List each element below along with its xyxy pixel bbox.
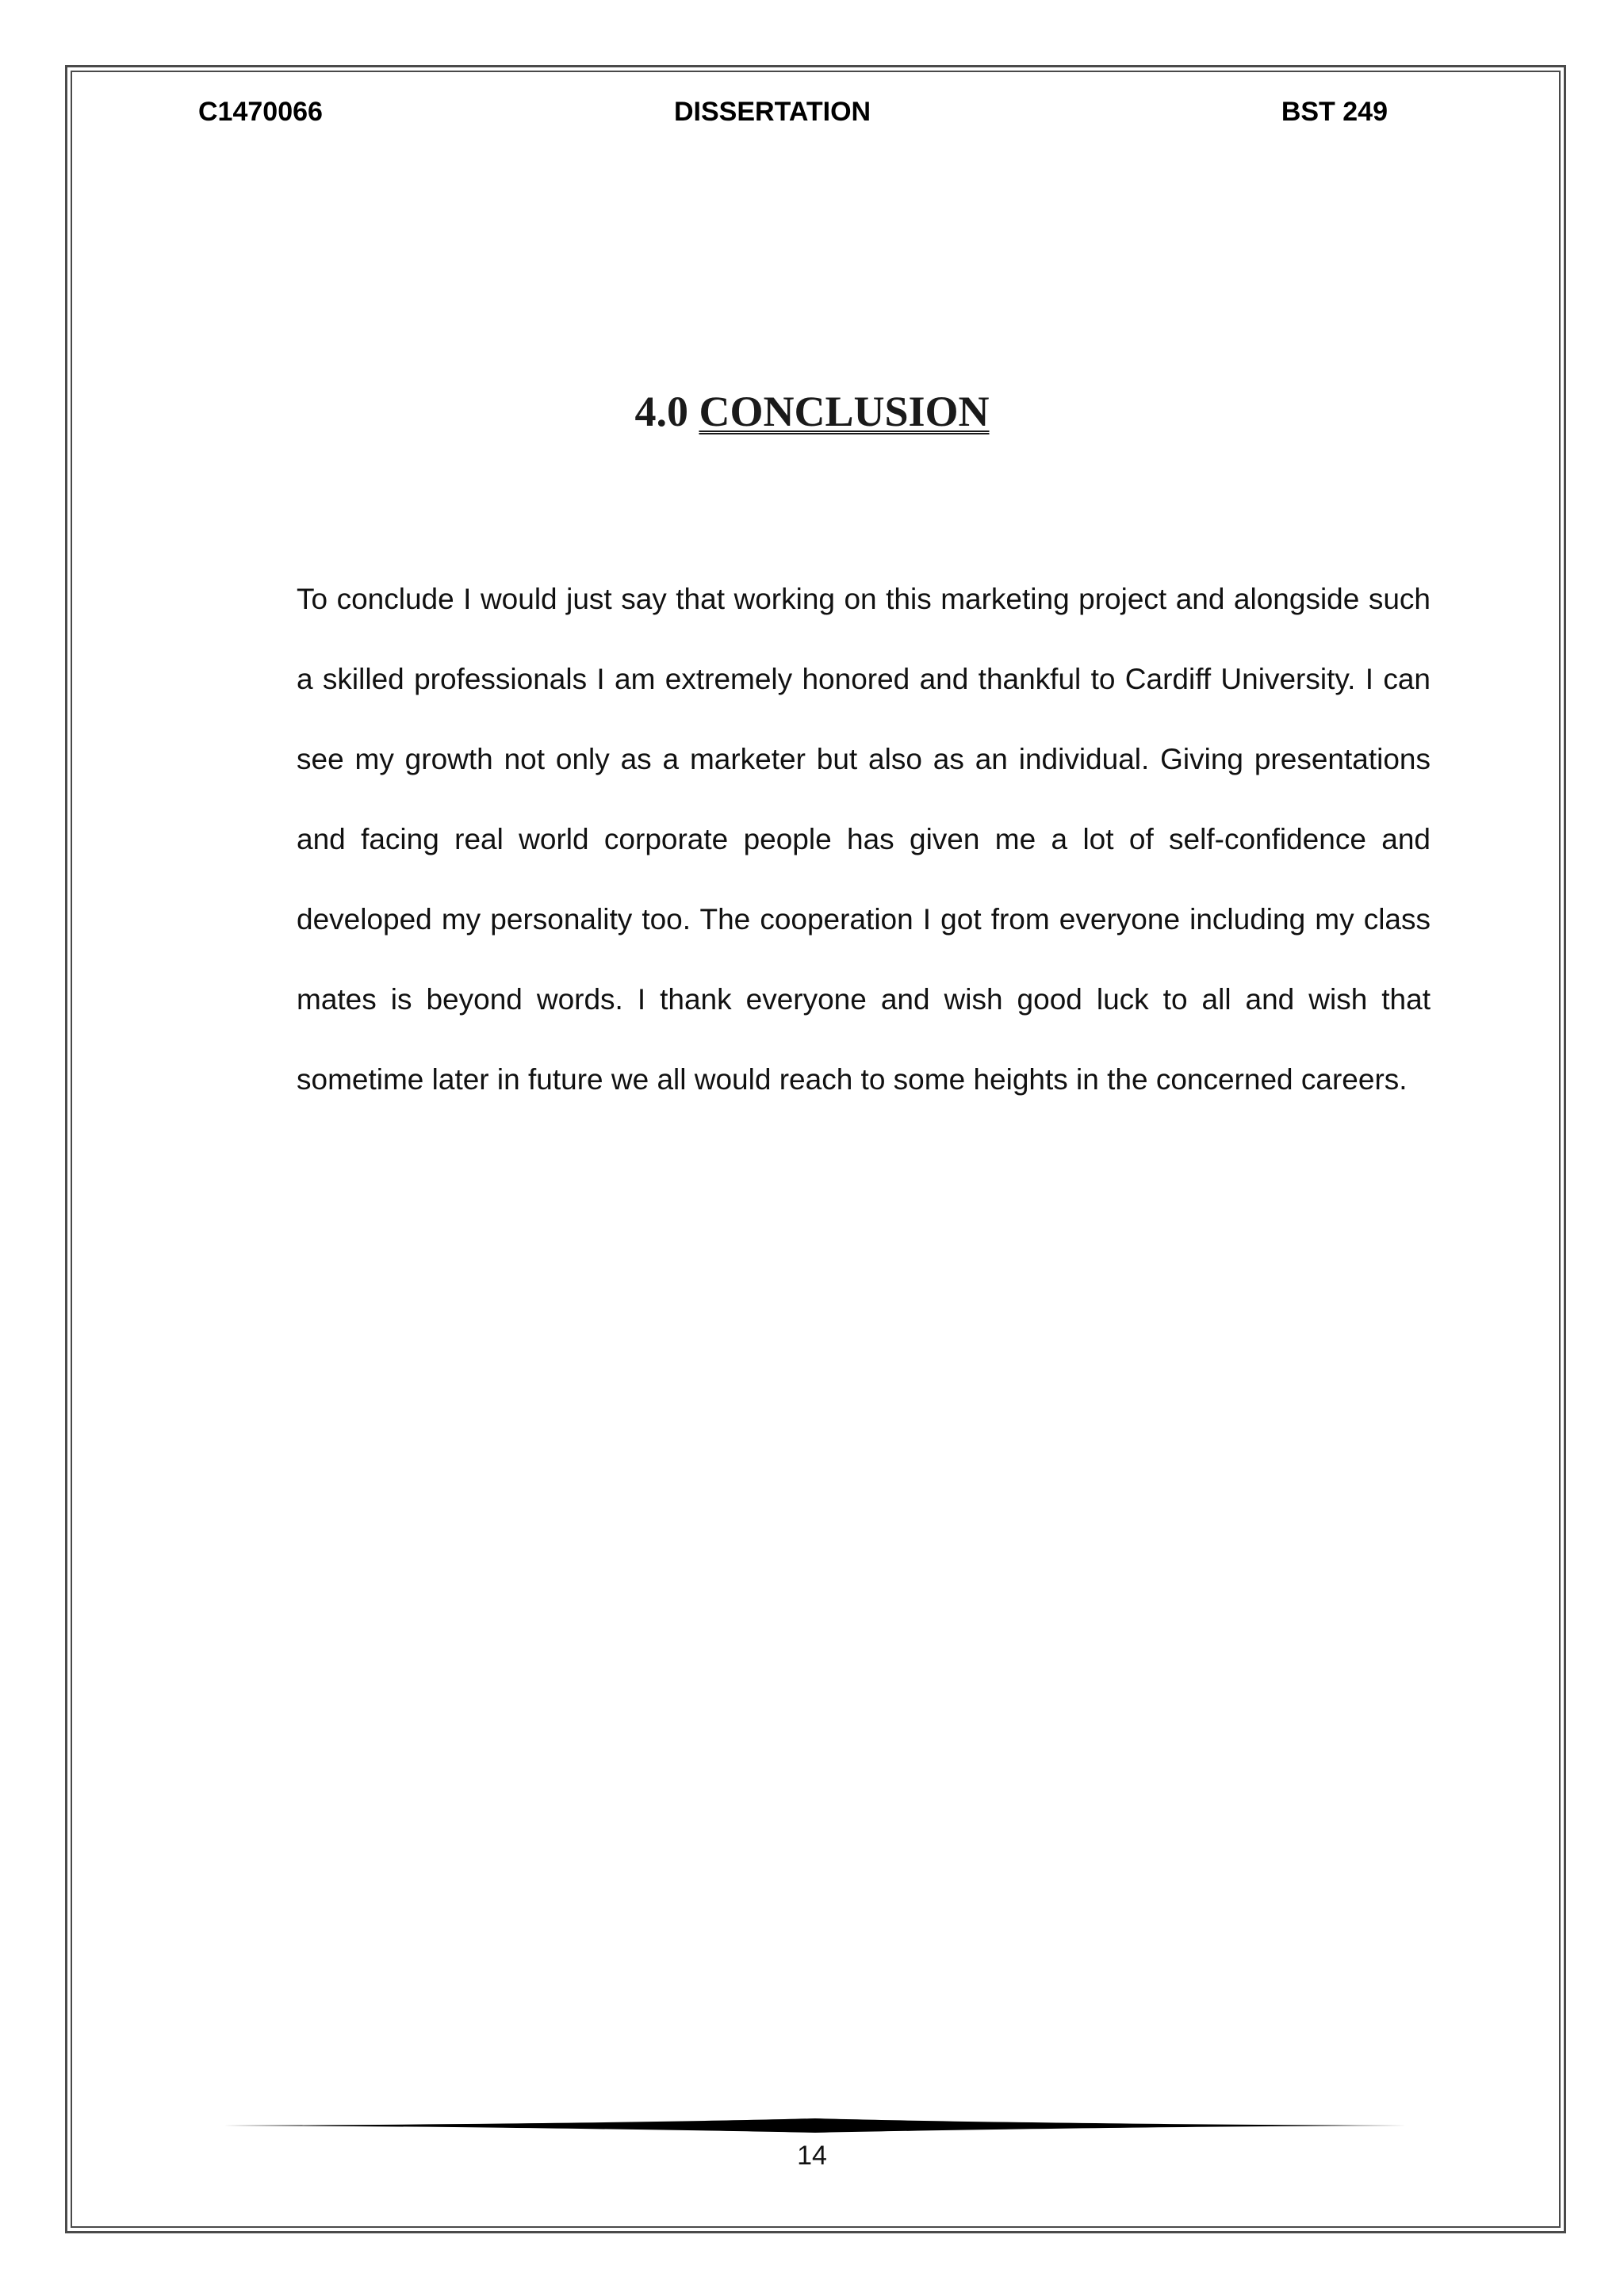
header-document-type: DISSERTATION <box>674 97 871 127</box>
page-number: 14 <box>797 2141 827 2171</box>
header-student-id: C1470066 <box>198 97 323 127</box>
section-heading <box>0 387 1624 436</box>
footer-divider <box>224 2115 1407 2136</box>
section-title: CONCLUSION <box>699 388 990 435</box>
running-header <box>198 97 1388 136</box>
header-course-code: BST 249 <box>1281 97 1388 127</box>
section-number: 4.0 <box>634 388 688 435</box>
conclusion-paragraph: To conclude I would just say that working on this marketing project and alongside such a skilled professionals I am extremely honored and thankful to Cardiff University. I can see my growth not only as a marketer but also as an individual. Giving presentations and facing real world corporate people has given me a lot of self-confidence and developed my personality too. The cooperation I got from everyone including my class mates is beyond words. I thank everyone and wish good luck to all and wish that sometime later in future we all would reach to some heights in the concerned careers. <box>297 583 1431 1096</box>
